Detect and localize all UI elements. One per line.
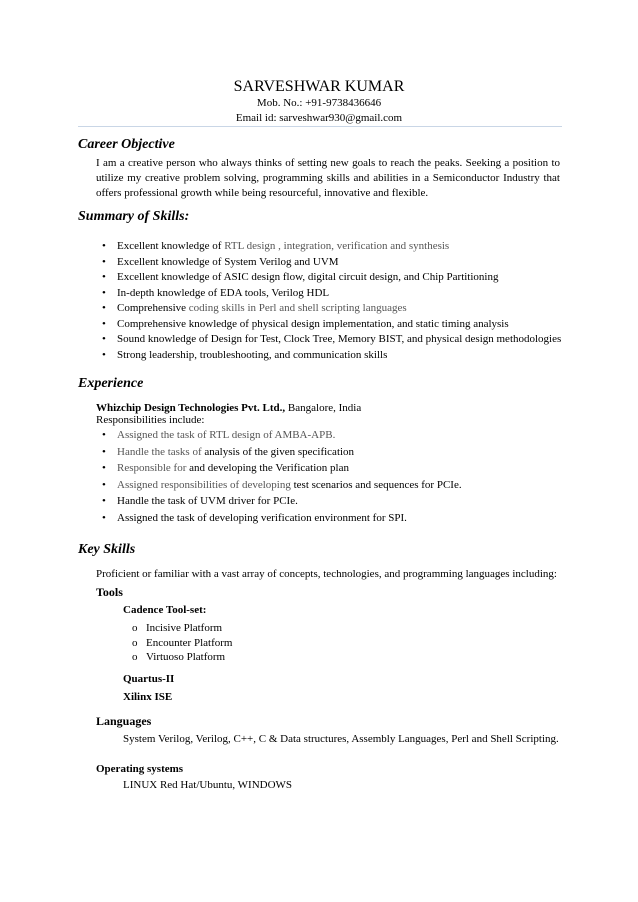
bullet-icon: •	[102, 271, 106, 283]
quartus-label: Quartus-II	[123, 673, 175, 685]
list-item: • Excellent knowledge of System Verilog and UVM	[99, 255, 561, 271]
bullet-icon: •	[102, 478, 106, 491]
tools-heading: Tools	[96, 585, 123, 599]
candidate-name: SARVESHWAR KUMAR	[233, 78, 405, 95]
company-name: Whizchip Design Technologies Pvt. Ltd.,	[96, 402, 286, 414]
bullet-icon: •	[102, 348, 106, 361]
list-item: • Comprehensive knowledge of physical design implementation, and static timing analysis	[99, 317, 561, 333]
bullet-icon: •	[102, 429, 106, 441]
responsibilities-label: Responsibilities include:	[96, 414, 205, 426]
list-item: • Sound knowledge of Design for Test, Clock Tree, Memory BIST, and physical design methodologies	[99, 332, 561, 348]
list-item: • Assigned the task of developing verification environment for SPI.	[99, 510, 462, 527]
list-item: • Handle the task of UVM driver for PCIe.	[99, 493, 462, 510]
os-heading: Operating systems	[96, 763, 184, 775]
bullet-icon: •	[102, 333, 106, 345]
bullet-icon: •	[102, 445, 106, 458]
list-item: o Incisive Platform	[132, 622, 223, 634]
bullet-icon: •	[102, 255, 106, 268]
circle-bullet-icon: o	[132, 622, 138, 634]
bullet-icon: •	[102, 317, 106, 330]
list-item: • Assigned responsibilities of developing test scenarios and sequences for PCIe.	[99, 477, 462, 494]
summary-list	[99, 239, 561, 363]
resume-header	[0, 77, 638, 126]
bullet-icon: •	[102, 511, 106, 524]
bullet-icon: •	[102, 302, 106, 314]
experience-list	[99, 427, 462, 526]
list-item: • Strong leadership, troubleshooting, and communication skills	[99, 348, 561, 364]
bullet-icon: •	[102, 240, 106, 252]
circle-bullet-icon: o	[132, 636, 138, 649]
circle-bullet-icon: o	[132, 651, 138, 663]
phone-number: Mob. No.: +91-9738436646	[256, 97, 382, 109]
experience-heading: Experience	[78, 376, 144, 391]
key-skills-heading: Key Skills	[78, 542, 136, 557]
cadence-list	[132, 621, 232, 665]
company-location: Bangalore, India	[285, 402, 362, 414]
list-item: • Handle the tasks of analysis of the given specification	[99, 444, 462, 461]
os-text: LINUX Red Hat/Ubuntu, WINDOWS	[123, 779, 293, 791]
languages-heading: Languages	[96, 714, 152, 728]
list-item: • In-depth knowledge of EDA tools, Verilog HDL	[99, 286, 561, 302]
career-objective-text: I am a creative person who always thinks of setting new goals to reach the peaks. Seeking a position to utilize my creative problem solving, programming skills and abilities in a Semiconductor Industry that offers professional growth while being resourceful, innovative and flexible.	[96, 157, 560, 199]
email-address: Email id: sarveshwar930@gmail.com	[235, 112, 403, 124]
cadence-label: Cadence Tool-set:	[123, 604, 207, 616]
list-item: o Encounter Platform	[132, 636, 233, 649]
languages-text: System Verilog, Verilog, C++, C & Data structures, Assembly Languages, Perl and Shell Scripting.	[123, 733, 559, 745]
xilinx-label: Xilinx ISE	[123, 691, 173, 703]
bullet-icon: •	[102, 462, 106, 474]
career-objective-heading: Career Objective	[78, 137, 175, 152]
summary-heading: Summary of Skills:	[78, 209, 190, 224]
list-item: • Assigned the task of RTL design of AMBA-APB.	[99, 427, 462, 444]
list-item: o Virtuoso Platform	[132, 651, 226, 663]
list-item: • Responsible for and developing the Verification plan	[99, 460, 462, 477]
header-divider	[78, 126, 562, 127]
list-item: • Excellent knowledge of RTL design , integration, verification and synthesis	[99, 239, 561, 255]
list-item: • Excellent knowledge of ASIC design flow, digital circuit design, and Chip Partitioning	[99, 270, 561, 286]
key-skills-intro: Proficient or familiar with a vast array of concepts, technologies, and programming languages including:	[96, 568, 557, 580]
bullet-icon: •	[102, 286, 106, 299]
bullet-icon: •	[102, 495, 106, 507]
list-item: • Comprehensive coding skills in Perl and shell scripting languages	[99, 301, 561, 317]
